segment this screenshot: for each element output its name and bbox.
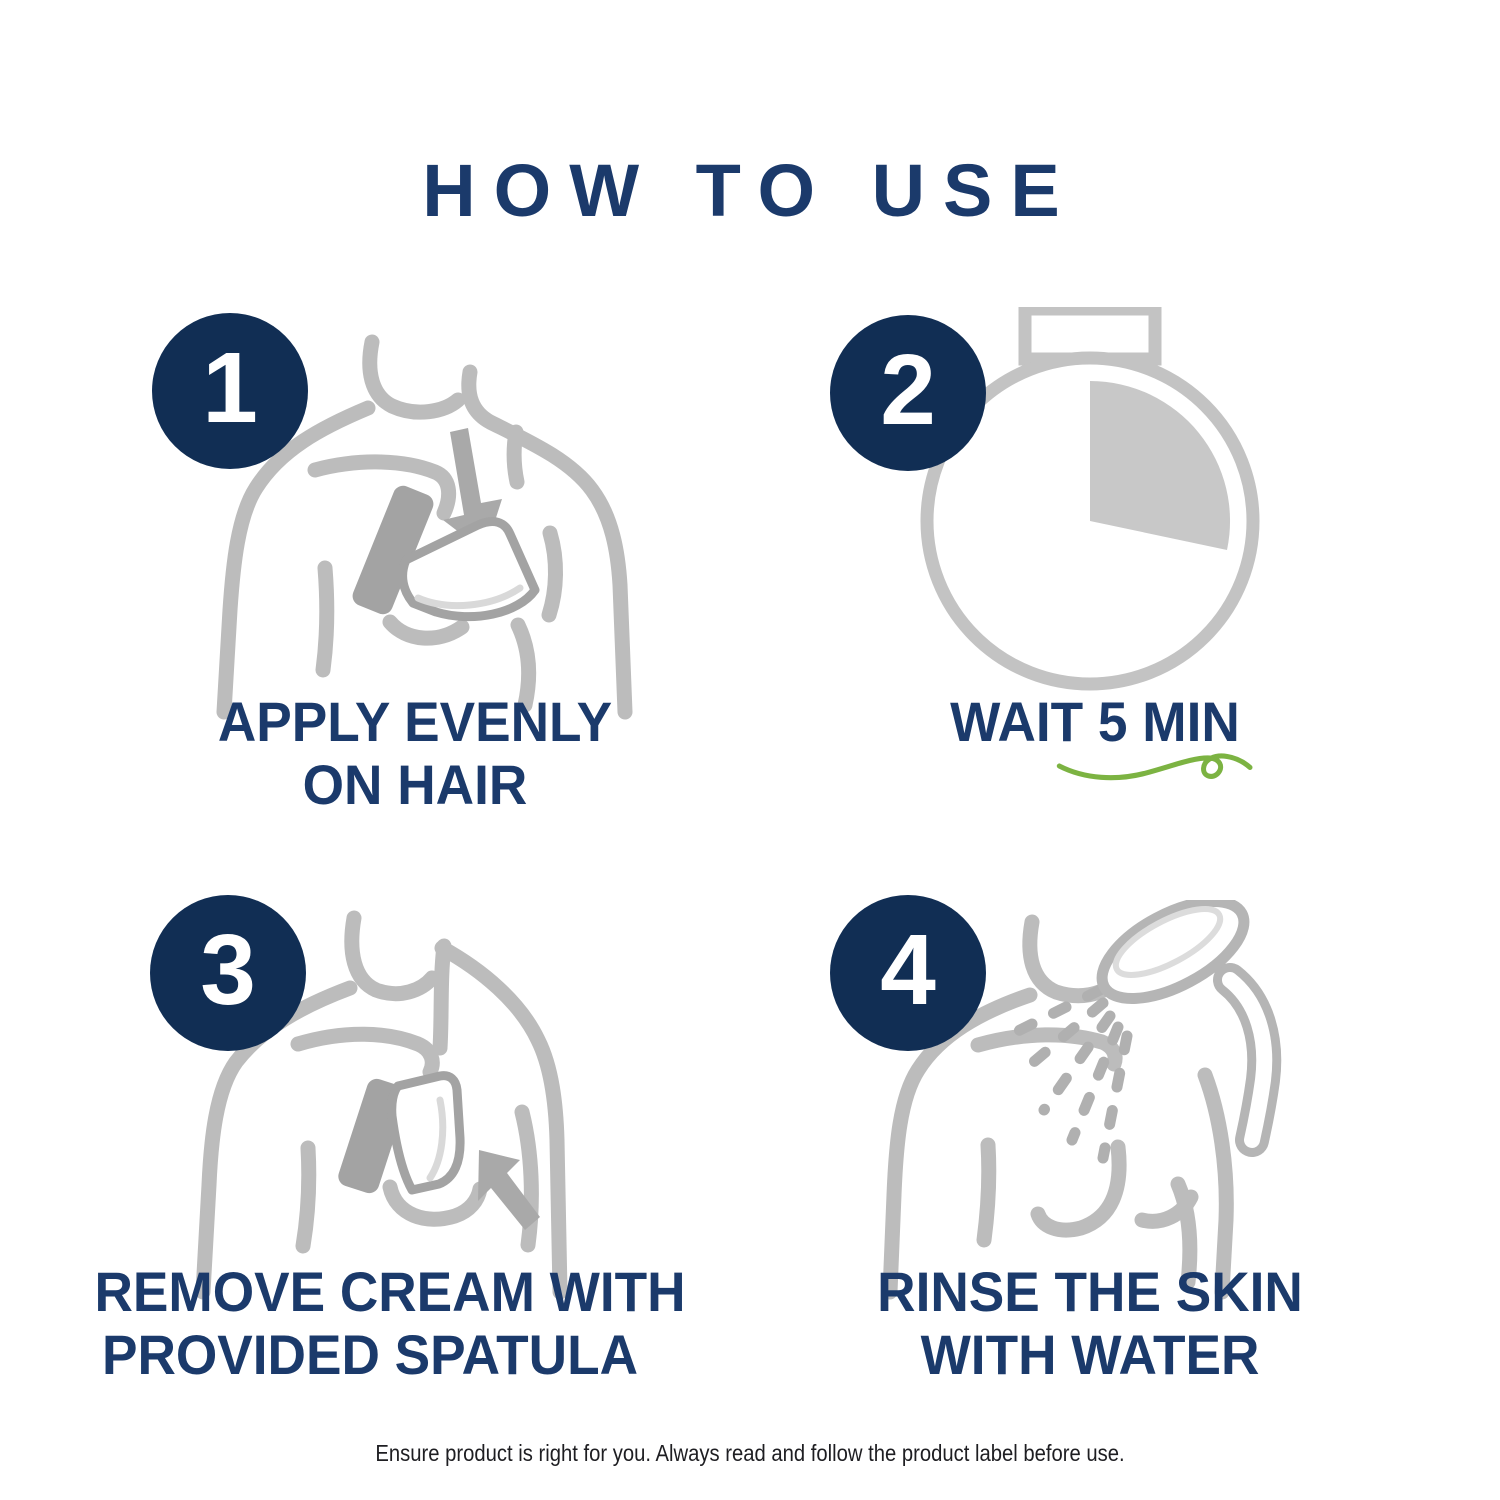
step-4-number-badge: [830, 895, 986, 1051]
page-title: HOW TO USE: [422, 149, 1078, 232]
step-2-section: [810, 295, 1380, 855]
step-3-section: [80, 875, 686, 1435]
water-spray: [1010, 990, 1127, 1158]
step-number: 1: [202, 332, 258, 444]
disclaimer-text: Ensure product is right for you. Always read and follow the product label before use.: [375, 1440, 1125, 1466]
step-4-section: [810, 875, 1370, 1435]
step-1-number-badge: [152, 313, 308, 469]
step-caption: REMOVE CREAM WITH PROVIDED SPATULA: [94, 1260, 686, 1387]
green-squiggle-icon: [1055, 747, 1255, 785]
step-number: 4: [880, 914, 936, 1026]
step-number: 2: [880, 334, 936, 446]
step-3-number-badge: [150, 895, 306, 1051]
step-1-section: [130, 295, 700, 855]
step-2-number-badge: [830, 315, 986, 471]
cream-patch: [392, 1076, 460, 1190]
step-number: 3: [200, 914, 256, 1026]
step-caption: APPLY EVENLY ON HAIR: [217, 690, 613, 817]
step-caption: WAIT 5 MIN: [950, 690, 1240, 753]
step-caption: RINSE THE SKIN WITH WATER: [877, 1260, 1303, 1387]
